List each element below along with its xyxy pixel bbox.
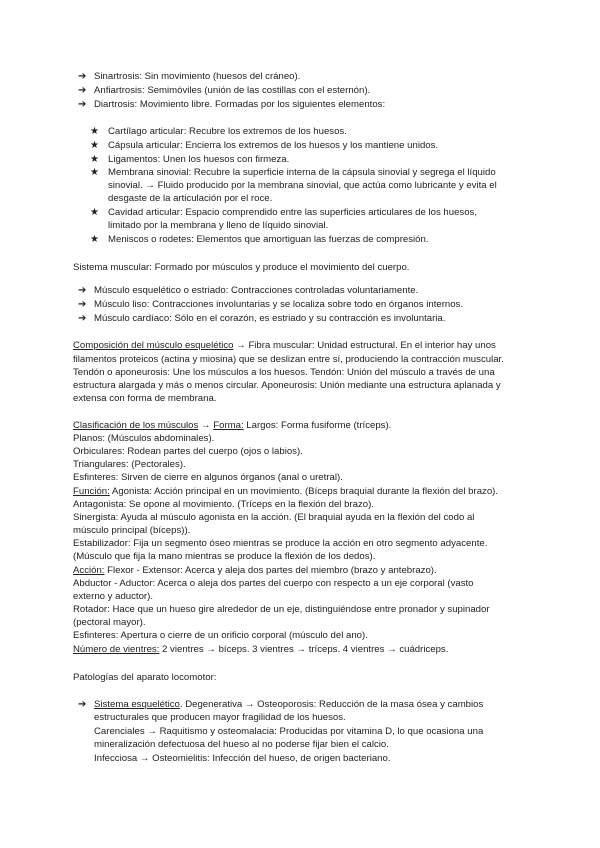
element-line: desgaste de la articulación por el roce. [108,193,273,204]
classification-line: Abductor - Aductor: Acerca o aleja dos partes del cuerpo con respecto a un eje corporal (vasto [73,578,474,589]
classification-line: Antagonista: Se opone al movimiento. (Tríceps en la flexión del brazo). [73,499,374,510]
star-bullet-icon: ★ [90,234,99,245]
composition-line: extensa con forma de membrana. [73,393,217,404]
star-bullet-icon: ★ [90,140,99,151]
muscle-type-item: Músculo esquelético o estriado: Contracciones controladas voluntariamente. [94,285,419,296]
element-line: Cartílago articular: Recubre los extremos de los huesos. [108,126,347,137]
arrow-bullet-icon: ➔ [78,299,87,310]
muscle-type-item: Músculo liso: Contracciones involuntarias y se localiza sobre todo en órganos internos. [94,299,464,310]
skeletal-system-label: Sistema esquelético [94,699,180,710]
classification-line: Esfinteres: Apertura o cierre de un orificio corporal (músculo del ano). [73,630,368,641]
joint-type-anfiartrosis: Anfiartrosis: Semimóviles (unión de las costillas con el esternón). [94,85,371,96]
classification-line: (Músculo que fija la mano mientras se produce la flexión de los dedos). [73,551,376,562]
vientres-line: Número de vientres: 2 vientres → bíceps. 3 vientres → tríceps. 4 vientres → cuádriceps. [73,644,449,655]
classification-line: Orbiculares: Rodean partes del cuerpo (ojos o labios). [73,446,303,457]
composition-line: estructura alargada y más o menos circular. Aponeurosis: Unión mediante una estructura aplanada y [73,380,501,391]
element-line: Meniscos o rodetes: Elementos que amortiguan las fuerzas de compresión. [108,234,429,245]
composition-line: Tendón o aponeurosis: Une los músculos a los huesos. Tendón: Unión del músculo a través de una [73,367,495,378]
element-line: Ligamentos: Unen los huesos con firmeza. [108,154,290,165]
classification-title: Clasificación de los músculos [73,420,199,431]
pathologies-title: Patologías del aparato locomotor: [73,672,217,683]
classification-heading-line: Clasificación de los músculos → Forma: Largos: Forma fusiforme (tríceps). [73,420,392,431]
joint-type-diartrosis: Diartrosis: Movimiento libre. Formadas por los siguientes elementos: [94,99,386,110]
element-line: limitado por la membrana y lleno de líquido sinovial. [108,220,329,231]
accion-line: Acción: Flexor - Extensor: Acerca y aleja dos partes del miembro (brazo y antebrazo). [73,565,437,576]
pathology-line: Infecciosa → Osteomielitis: Infección del hueso, de origen bacteriano. [94,753,391,764]
skeletal-pathology-first-line: Sistema esquelético. Degenerativa → Osteoporosis: Reducción de la masa ósea y cambios [94,699,484,710]
arrow-bullet-icon: ➔ [78,313,87,324]
arrow-bullet-icon: ➔ [78,699,87,710]
arrow-bullet-icon: ➔ [78,285,87,296]
element-line: Cavidad articular: Espacio comprendido entre las superficies articulares de los huesos, [108,207,478,218]
element-line: Cápsula articular: Encierra los extremos de los huesos y los mantiene unidos. [108,140,439,151]
arrow-bullet-icon: ➔ [78,99,87,110]
pathology-line: estructurales que producen mayor fragilidad de los huesos. [94,712,346,723]
classification-line: Esfinteres: Sirven de cierre en algunos órganos (anal o uretral). [73,472,343,483]
star-bullet-icon: ★ [90,126,99,137]
funcion-label: Función: [73,486,110,497]
classification-line: externo y aductor). [73,591,153,602]
arrow-bullet-icon: ➔ [78,85,87,96]
classification-line: Estabilizador: Fija un segmento óseo mientras se produce la acción en otro segmento adyacente. [73,538,488,549]
composition-paragraph-first-line: Composición del músculo esquelético → Fibra muscular: Unidad estructural. En el interior hay unos [73,340,496,351]
composition-line: filamentos proteicos (actina y miosina) que se deslizan entre sí, produciendo la contracción muscular. [73,354,504,365]
muscular-system-intro: Sistema muscular: Formado por músculos y produce el movimiento del cuerpo. [73,262,410,273]
classification-line: Triangulares: (Pectorales). [73,459,186,470]
classification-line: (pectoral mayor). [73,617,146,628]
classification-line: Sinergista: Ayuda al músculo agonista en la acción. (El braquial ayuda en la flexión del codo al [73,512,475,523]
accion-label: Acción: [73,565,105,576]
muscle-type-item: Músculo cardíaco: Sólo en el corazón, es estriado y su contracción es involuntaria. [94,313,446,324]
classification-line: músculo principal (bíceps)). [73,525,191,536]
star-bullet-icon: ★ [90,207,99,218]
joint-type-sinartrosis: Sinartrosis: Sin movimiento (huesos del cráneo). [94,71,301,82]
classification-line: Planos: (Músculos abdominales). [73,433,215,444]
element-line: Membrana sinovial: Recubre la superficie interna de la cápsula sinovial y segrega el líquido [108,167,496,178]
funcion-line: Función: Agonista: Acción principal en un movimiento. (Bíceps braquial durante la flexión del brazo). [73,486,499,497]
vientres-label: Número de vientres: [73,644,160,655]
composition-title: Composición del músculo esquelético [73,340,234,351]
element-line: sinovial. → Fluido producido por la membrana sinovial, que actúa como lubricante y evita el [108,180,497,191]
classification-line: Rotador: Hace que un hueso gire alrededor de un eje, distinguiéndose entre pronador y supinador [73,604,490,615]
forma-label: Forma: [213,420,244,431]
pathology-line: Carenciales → Raquitismo y osteomalacia: Producidas por vitamina D, lo que ocasiona una [94,726,484,737]
pathology-line: mineralización defectuosa del hueso al no poderse fijar bien el calcio. [94,739,389,750]
arrow-bullet-icon: ➔ [78,71,87,82]
star-bullet-icon: ★ [90,167,99,178]
star-bullet-icon: ★ [90,154,99,165]
